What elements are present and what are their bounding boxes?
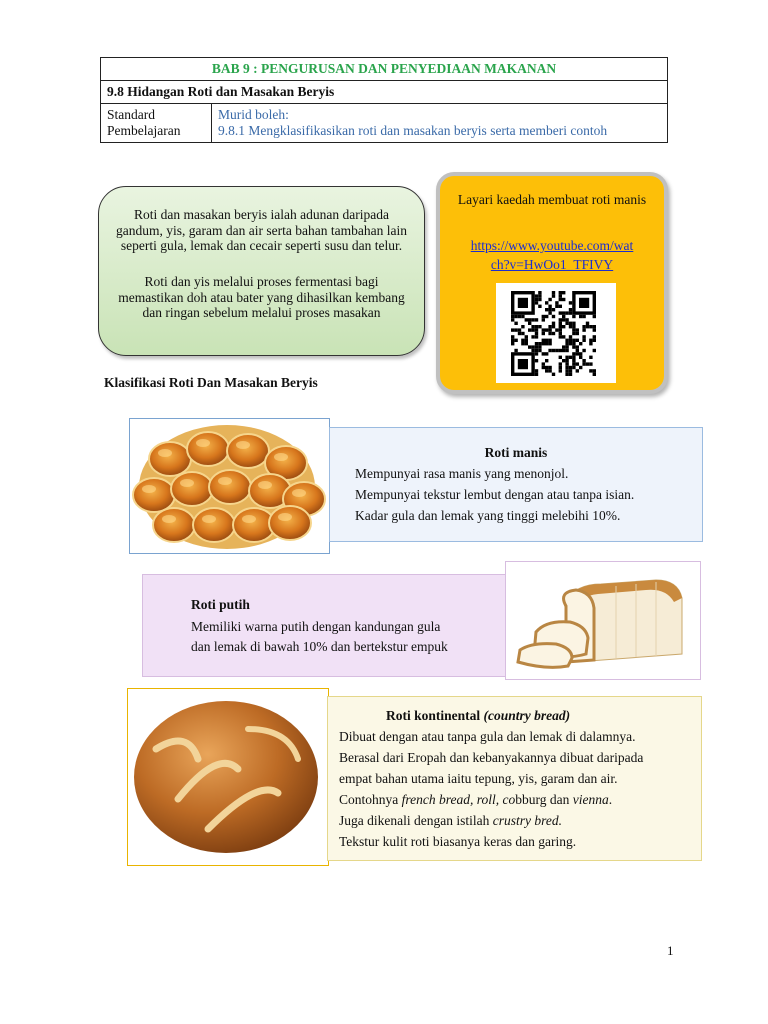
roti-kontinental-line-1: Dibuat dengan atau tanpa gula dan lemak di dalamnya.	[339, 729, 636, 744]
roti-manis-line-1: Mempunyai rasa manis yang menonjol.	[355, 466, 569, 481]
sweet-bun-image	[129, 418, 330, 554]
alias-italic: crustry bred.	[492, 813, 562, 828]
white-bread-loaf-image	[505, 561, 701, 680]
country-bread-image	[127, 688, 329, 866]
examples-mid: bburg dan	[515, 792, 573, 807]
roti-kontinental-title	[386, 708, 570, 724]
classification-title: Klasifikasi Roti Dan Masakan Beryis	[104, 375, 318, 390]
roti-kontinental-box	[327, 696, 702, 861]
objective-intro: Murid boleh:	[218, 107, 289, 122]
examples-prefix: Contohnya	[339, 792, 402, 807]
roti-kontinental-title-text: Roti kontinental	[386, 708, 481, 723]
standard-label-line2: Pembelajaran	[107, 123, 181, 138]
roti-kontinental-title-italic: (country bread)	[483, 708, 571, 723]
youtube-link[interactable]	[448, 236, 656, 274]
page-number: 1	[667, 943, 674, 958]
roti-putih-line-1: Memiliki warna putih dengan kandungan gula	[191, 619, 441, 634]
youtube-link-line2[interactable]: ch?v=HwOo1_TFIVY	[490, 257, 614, 272]
chapter-title: BAB 9 : PENGURUSAN DAN PENYEDIAAN MAKANAN	[101, 58, 668, 81]
youtube-link-line1[interactable]: https://www.youtube.com/wat	[470, 238, 634, 253]
roti-manis-title: Roti manis	[484, 445, 548, 460]
header-table	[100, 57, 668, 143]
examples-italic-2: vienna	[572, 792, 609, 807]
roti-manis-line-3: Kadar gula dan lemak yang tinggi melebihi 10%.	[355, 508, 621, 523]
section-title: 9.8 Hidangan Roti dan Masakan Beryis	[101, 81, 668, 104]
definition-para-2: Roti dan yis melalui proses fermentasi bagi memastikan doh atau bater yang dihasilkan kembang dan ringan sebelum melalui proses masakan	[118, 274, 405, 320]
roti-putih-line-2: dan lemak di bawah 10% dan bertekstur empuk	[191, 639, 448, 654]
roti-kontinental-texture: Tekstur kulit roti biasanya keras dan garing.	[339, 834, 577, 849]
roti-manis-line-2: Mempunyai tekstur lembut dengan atau tanpa isian.	[355, 487, 635, 502]
learning-objective	[212, 104, 668, 143]
roti-manis-box	[329, 427, 703, 542]
standard-label-line1: Standard	[107, 107, 155, 122]
roti-kontinental-line-2: Berasal dari Eropah dan kebanyakannya dibuat daripada	[339, 750, 644, 765]
video-info-text: Layari kaedah membuat roti manis	[457, 192, 647, 207]
examples-italic-1: french bread, roll, co	[401, 792, 516, 807]
definition-para-1: Roti dan masakan beryis ialah adunan daripada gandum, yis, garam dan air serta bahan tambahan lain seperti gula, lemak dan cecair seperti susu dan telur.	[116, 207, 407, 253]
roti-kontinental-line-3: empat bahan utama iaitu tepung, yis, garam dan air.	[339, 771, 618, 786]
objective-text: 9.8.1 Mengklasifikasikan roti dan masakan beryis serta memberi contoh	[218, 123, 608, 138]
video-info-box	[436, 172, 668, 394]
roti-kontinental-examples	[339, 792, 612, 808]
examples-end: .	[608, 792, 613, 807]
roti-putih-box	[142, 574, 509, 677]
roti-putih-title: Roti putih	[191, 597, 250, 612]
roti-kontinental-alias	[339, 813, 562, 829]
standard-label	[101, 104, 212, 143]
alias-prefix: Juga dikenali dengan istilah	[339, 813, 493, 828]
definition-box	[98, 186, 425, 356]
qr-code-icon	[496, 283, 616, 383]
